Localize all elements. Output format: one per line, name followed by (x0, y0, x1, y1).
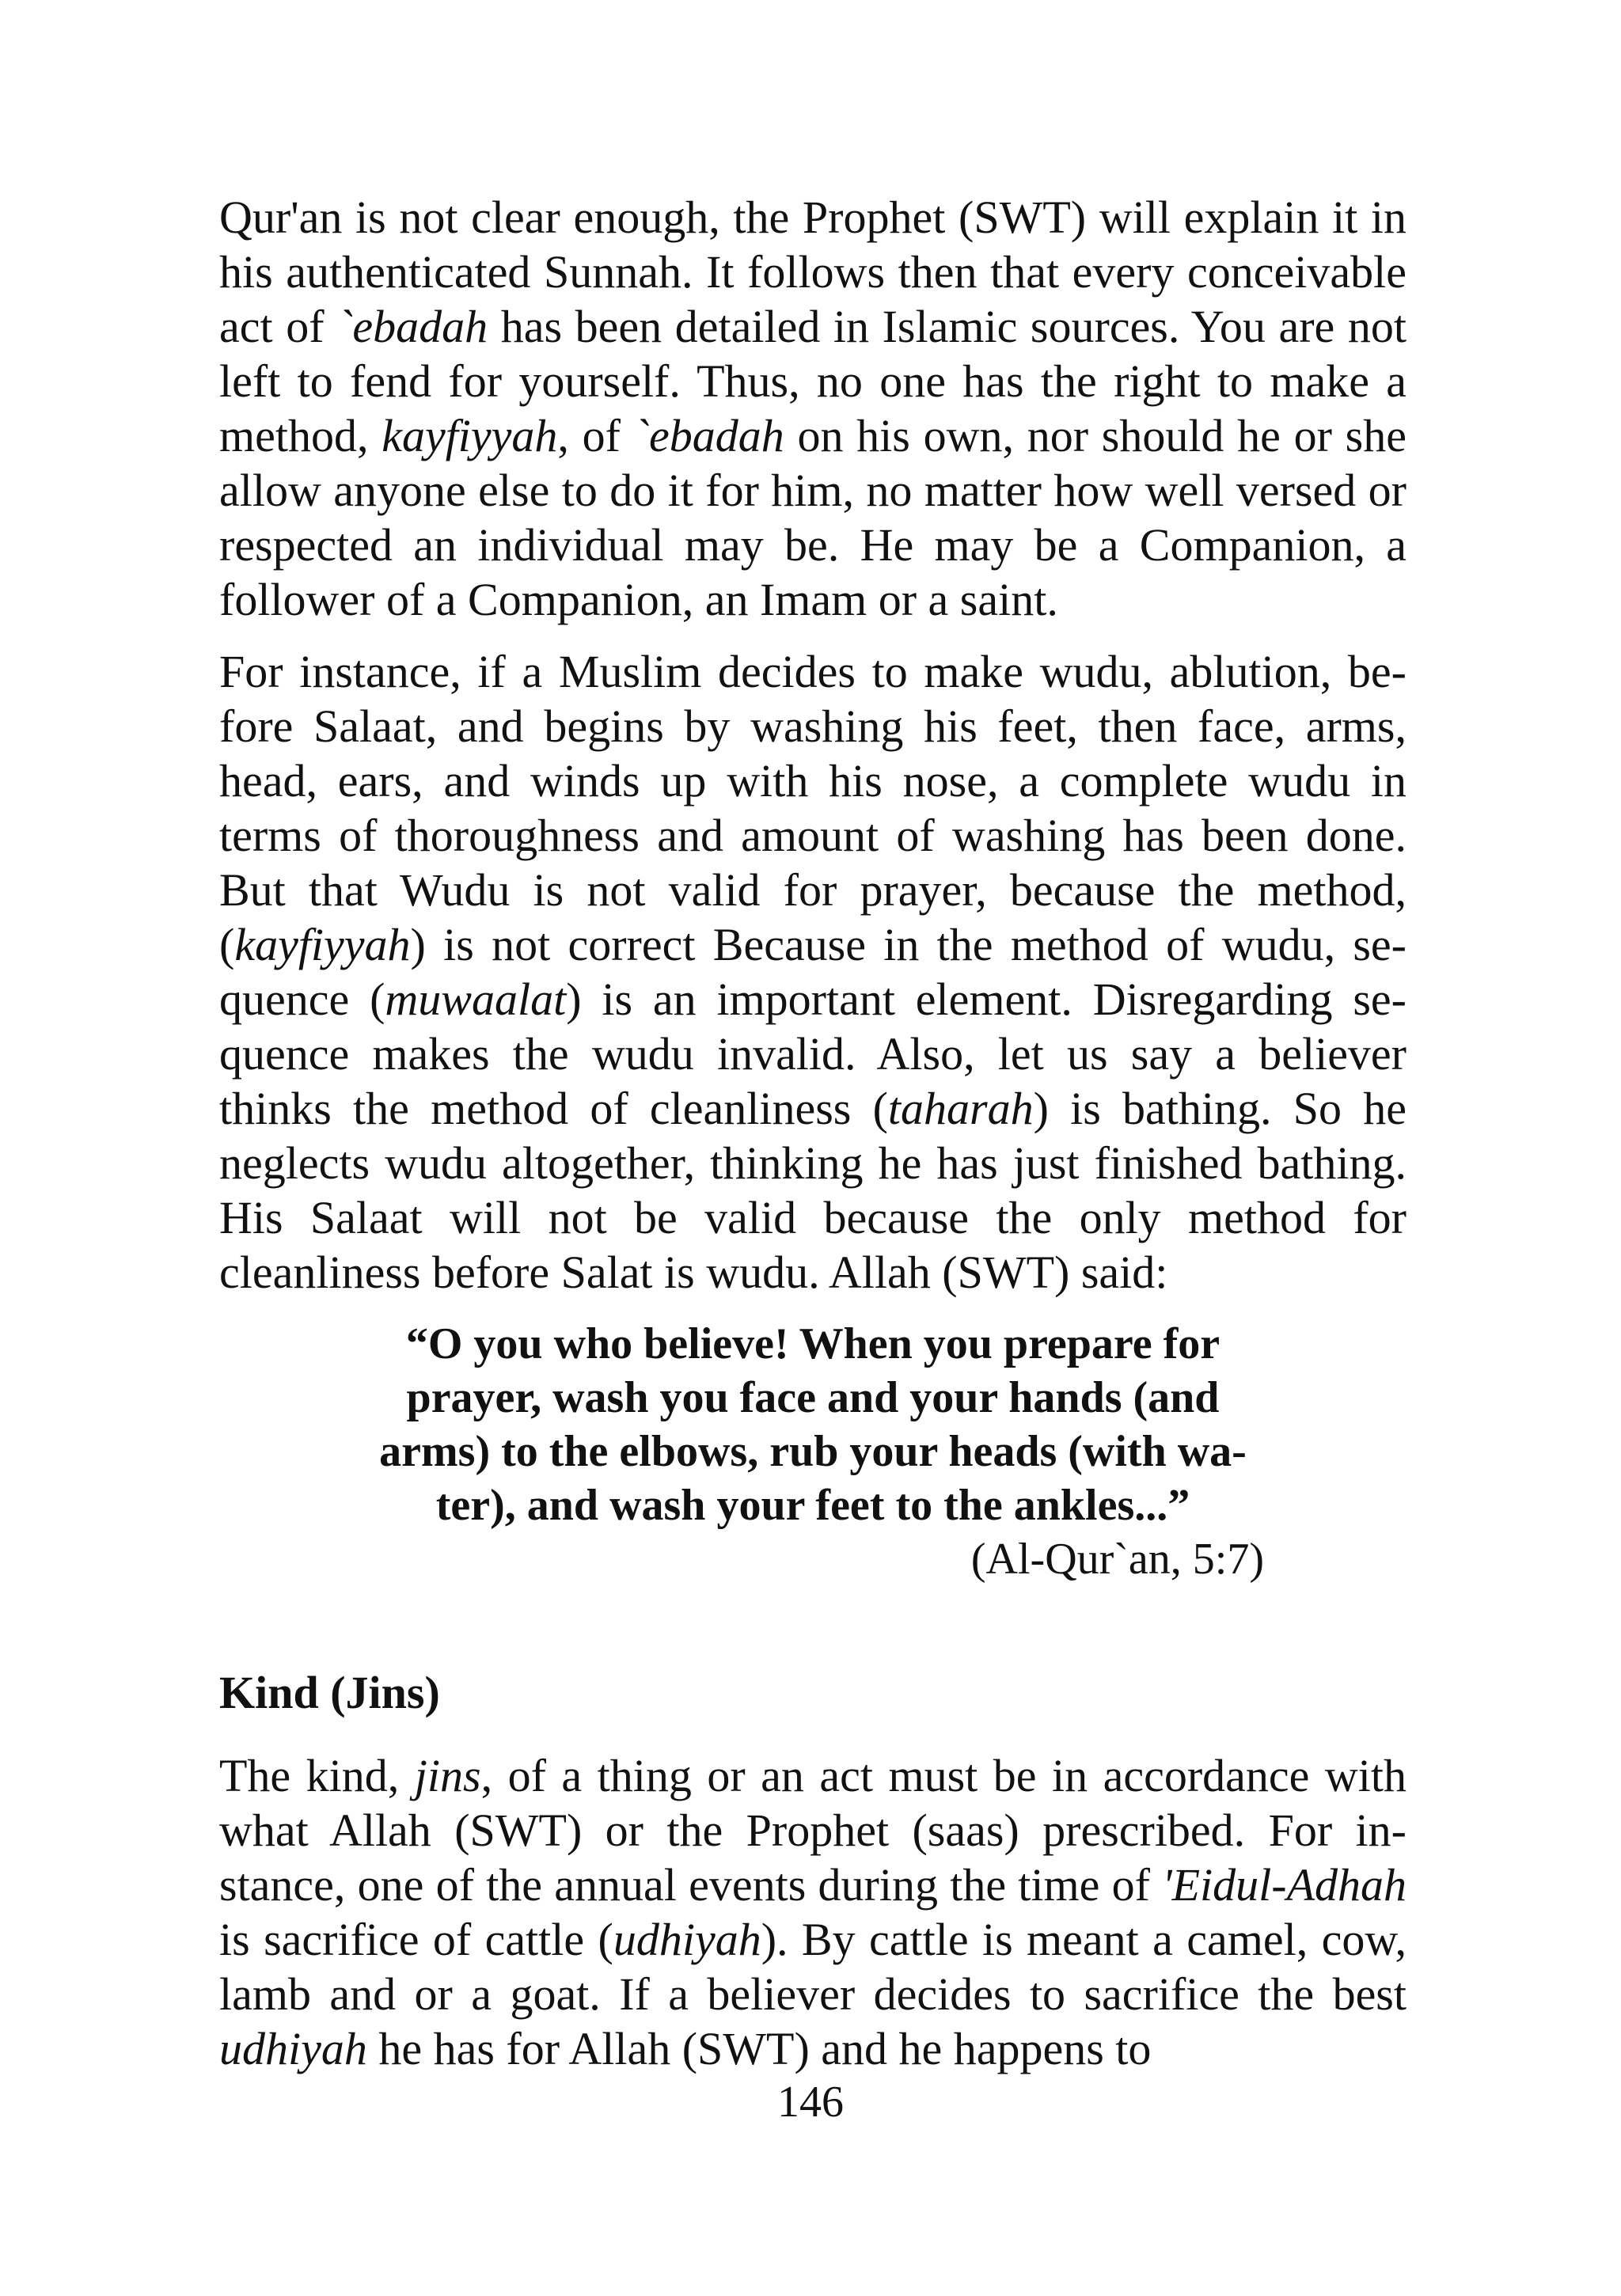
italic-term: jins (414, 1750, 481, 1801)
italic-term: muwaalat (385, 973, 567, 1025)
paragraph-wudu-example: For instance, if a Muslim decides to make wudu, ablution, before Salaat, and begins by washing his feet, then face, arms, head, ears, and winds up with his nose, a complete wudu in terms of thoroughness and amount of washing has been done. But that Wudu is not valid for prayer, because the method, (kayfiyyah) is not correct Because in the method of wudu, sequence (muwaalat) is an important element. Disregarding sequence makes the wudu invalid. Also, let us say a believer thinks the method of cleanliness (taharah) is bathing. So he neglects wudu altogether, thinking he has just finished bathing. His Salaat will not be valid because the only method for cleanliness before Salat is wudu. Allah (SWT) said: (219, 646, 1407, 1298)
italic-term: udhiyah (219, 2023, 367, 2074)
quote-citation: (Al-Qur`an, 5:7) (970, 1535, 1264, 1584)
quran-quote: “O you who believe! When you prepare for prayer, wash you face and your hands (and arms) to the elbows, rub your heads (with water), and wash your feet to the ankles...” (379, 1319, 1247, 1530)
paragraph-method-of-ebadah: Qur'an is not clear enough, the Prophet (SWT) will explain it in his authenticated Sunnah. It follows then that every conceivable act of `ebadah has been detailed in Islamic sources. You are not left to fend for yourself. Thus, no one has the right to make a method, kayfiyyah, of `ebadah on his own, nor should he or she allow anyone else to do it for him, no matter how well versed or respected an individual may be. He may be a Companion, a follower of a Companion, an Imam or a saint. (219, 192, 1407, 625)
italic-term: kayfiyyah (382, 410, 558, 461)
italic-term: 'Eidul-Adhah (1162, 1859, 1407, 1911)
italic-term: kayfiyyah (234, 919, 411, 970)
section-heading-kind: Kind (Jins) (219, 1667, 440, 1718)
paragraph-kind-jins: The kind, jins, of a thing or an act must be in accordance with what Allah (SWT) or the Prophet (saas) prescribed. For instance, one of the annual events during the time of 'Eidul-Adhah is sacrifice of cattle (udhiyah). By cattle is meant a camel, cow, lamb and or a goat. If a believer decides to sacrifice the best udhiyah he has for Allah (SWT) and he happens to (219, 1750, 1407, 2074)
italic-term: `ebadah (337, 301, 488, 352)
page-body (219, 190, 1407, 2076)
italic-term: `ebadah (633, 410, 784, 461)
italic-term: udhiyah (613, 1914, 761, 1965)
italic-term: taharah (887, 1083, 1034, 1134)
page-number: 146 (777, 2078, 844, 2127)
